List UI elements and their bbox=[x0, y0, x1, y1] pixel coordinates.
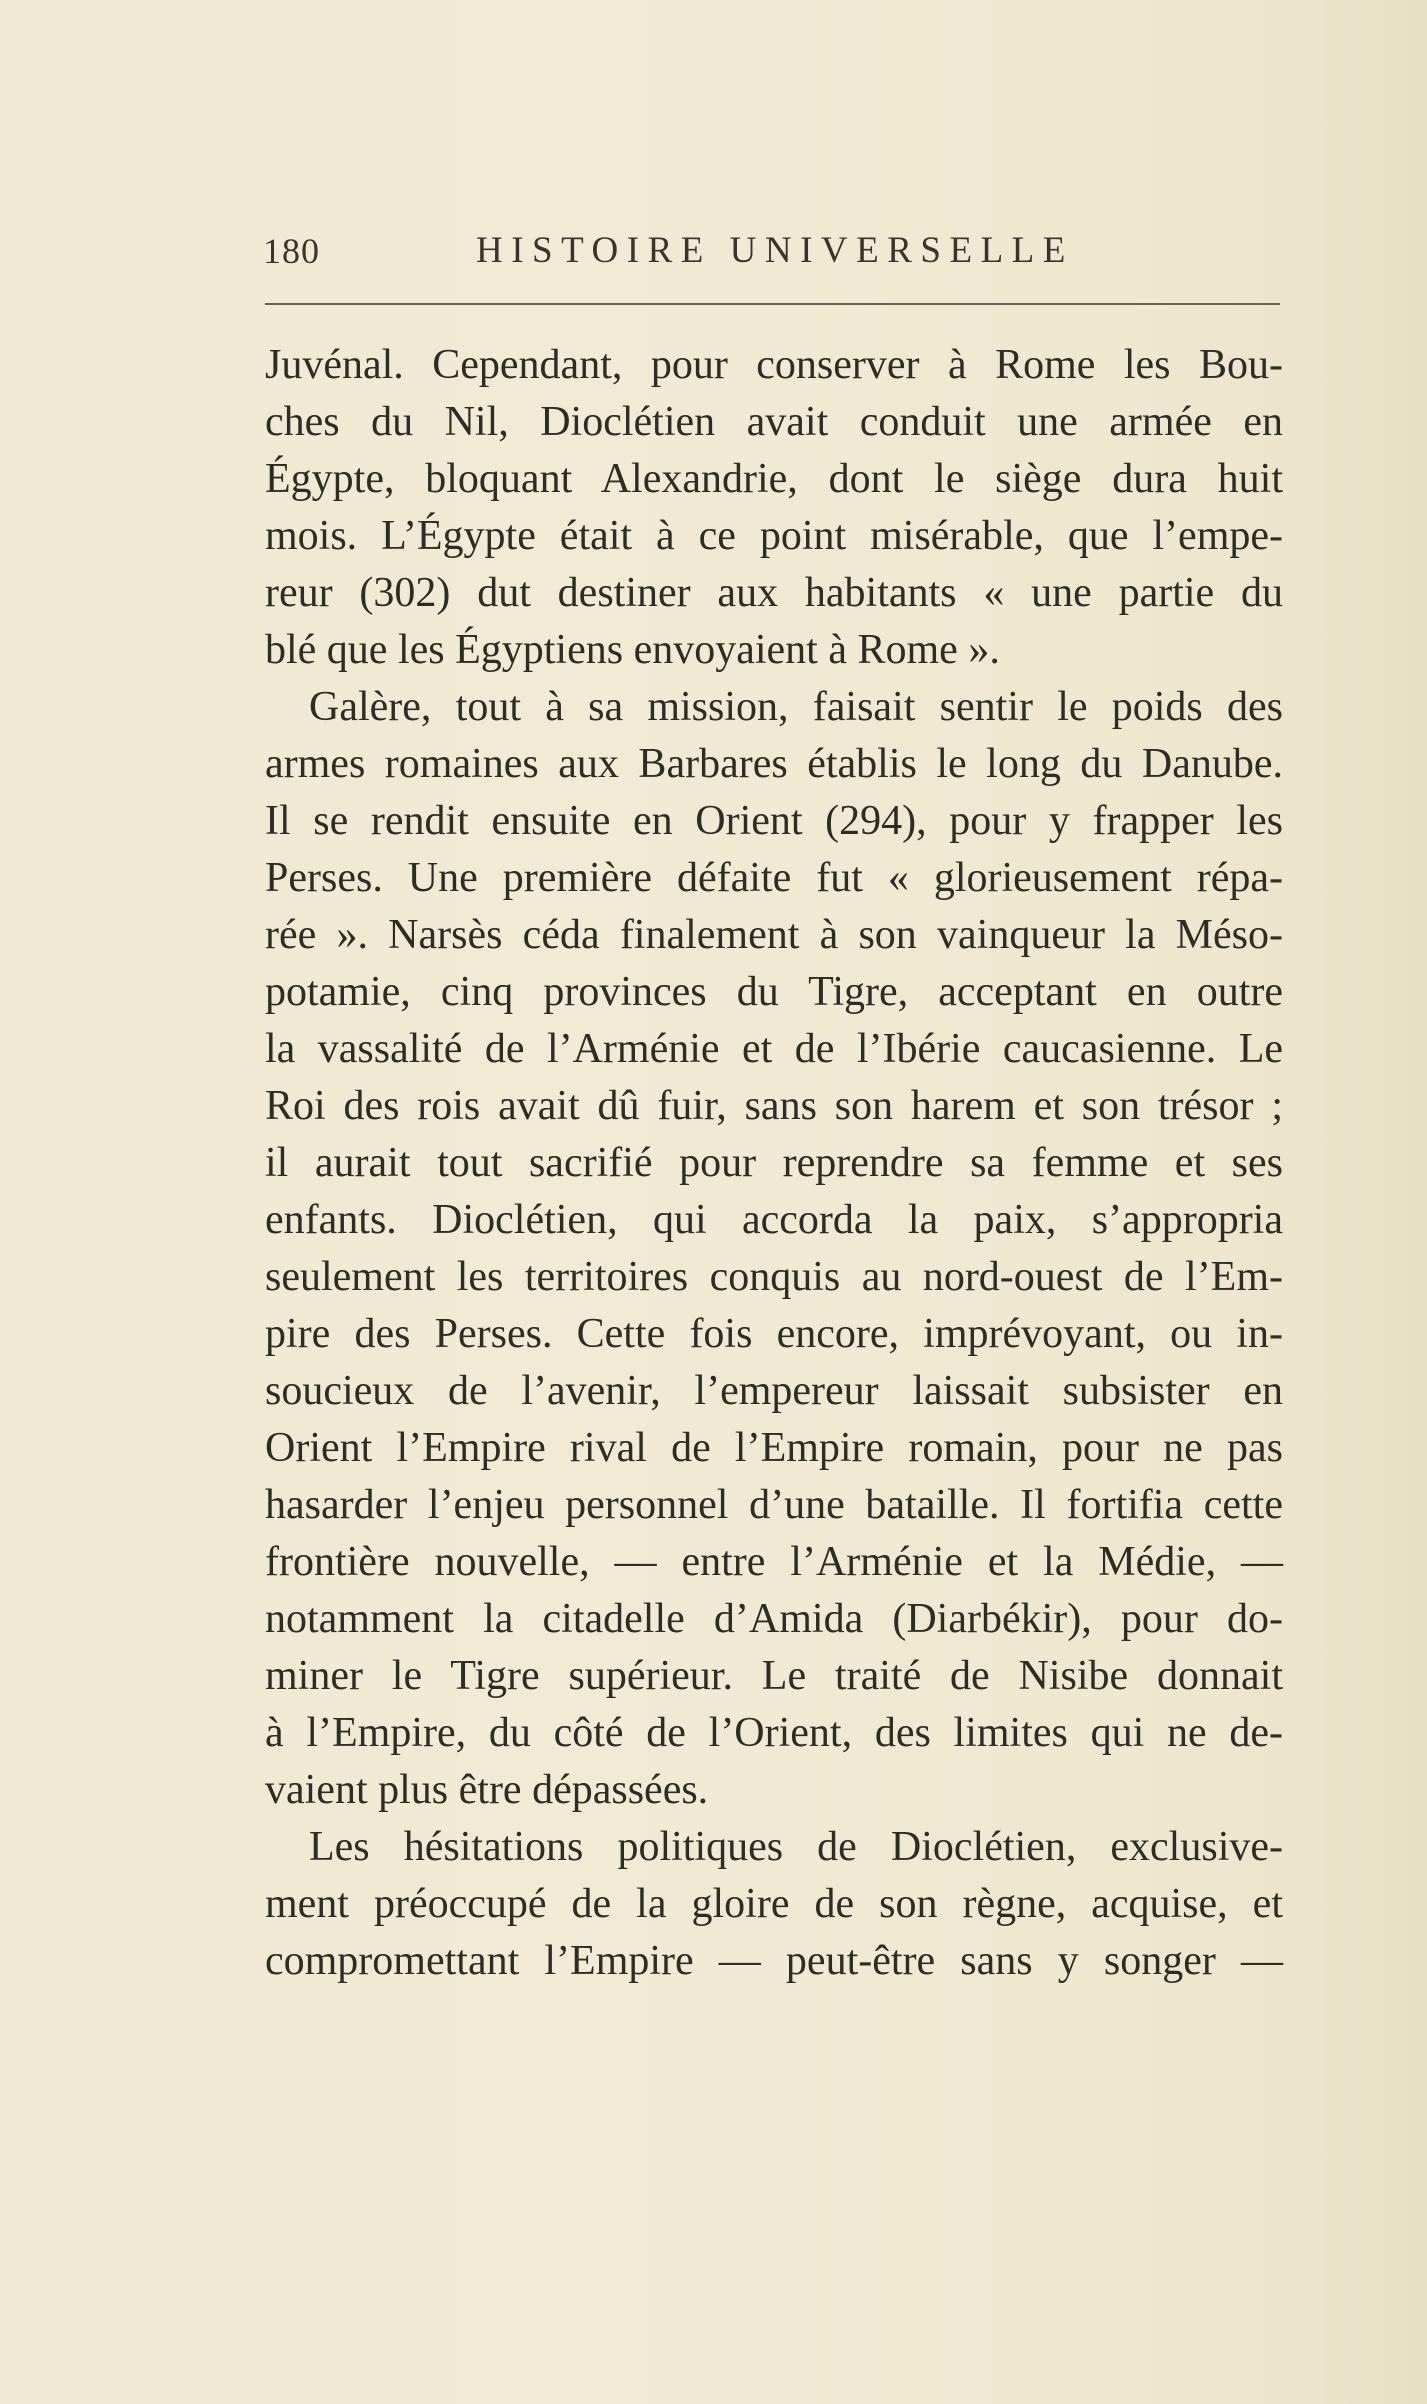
text-line: à l’Empire, du côté de l’Orient, des limites qui ne de- bbox=[265, 1710, 1283, 1756]
text-line: seulement les territoires conquis au nord-ouest de l’Em- bbox=[265, 1254, 1283, 1300]
text-line: Galère, tout à sa mission, faisait sentir le poids des bbox=[309, 684, 1283, 730]
text-line: miner le Tigre supérieur. Le traité de Nisibe donnait bbox=[265, 1653, 1283, 1699]
text-line: la vassalité de l’Arménie et de l’Ibérie caucasienne. Le bbox=[265, 1026, 1283, 1072]
text-line: Orient l’Empire rival de l’Empire romain, pour ne pas bbox=[265, 1425, 1283, 1471]
text-line: il aurait tout sacrifié pour reprendre sa femme et ses bbox=[265, 1140, 1283, 1186]
text-line: Roi des rois avait dû fuir, sans son harem et son trésor ; bbox=[265, 1083, 1283, 1129]
text-line: armes romaines aux Barbares établis le long du Danube. bbox=[265, 741, 1283, 787]
header-rule bbox=[265, 303, 1280, 305]
text-line: potamie, cinq provinces du Tigre, acceptant en outre bbox=[265, 969, 1283, 1015]
text-line: Perses. Une première défaite fut « glorieusement répa- bbox=[265, 855, 1283, 901]
text-line: ches du Nil, Dioclétien avait conduit une armée en bbox=[265, 399, 1283, 445]
text-line: Égypte, bloquant Alexandrie, dont le siège dura huit bbox=[265, 456, 1283, 502]
body-text bbox=[265, 337, 1283, 1990]
text-line: ment préoccupé de la gloire de son règne, acquise, et bbox=[265, 1881, 1283, 1927]
text-line: enfants. Dioclétien, qui accorda la paix, s’appropria bbox=[265, 1197, 1283, 1243]
running-title: HISTOIRE UNIVERSELLE bbox=[476, 230, 1074, 271]
text-line: frontière nouvelle, — entre l’Arménie et la Médie, — bbox=[265, 1539, 1283, 1585]
text-line: vaient plus être dépassées. bbox=[265, 1767, 709, 1813]
text-line: Juvénal. Cependant, pour conserver à Rome les Bou- bbox=[265, 342, 1283, 388]
text-line: Les hésitations politiques de Dioclétien, exclusive- bbox=[309, 1824, 1283, 1870]
text-line: compromettant l’Empire — peut-être sans y songer — bbox=[265, 1938, 1283, 1984]
text-line: rée ». Narsès céda finalement à son vainqueur la Méso- bbox=[265, 912, 1283, 958]
page-number: 180 bbox=[263, 231, 320, 271]
text-line: soucieux de l’avenir, l’empereur laissait subsister en bbox=[265, 1368, 1283, 1414]
text-line: blé que les Égyptiens envoyaient à Rome ». bbox=[265, 627, 1000, 673]
text-line: hasarder l’enjeu personnel d’une bataille. Il fortifia cette bbox=[265, 1482, 1283, 1528]
text-line: pire des Perses. Cette fois encore, imprévoyant, ou in- bbox=[265, 1311, 1283, 1357]
text-line: mois. L’Égypte était à ce point misérable, que l’empe- bbox=[265, 513, 1283, 559]
text-line: notamment la citadelle d’Amida (Diarbékir), pour do- bbox=[265, 1596, 1283, 1642]
text-line: Il se rendit ensuite en Orient (294), pour y frapper les bbox=[265, 798, 1283, 844]
text-line: reur (302) dut destiner aux habitants « une partie du bbox=[265, 570, 1283, 616]
